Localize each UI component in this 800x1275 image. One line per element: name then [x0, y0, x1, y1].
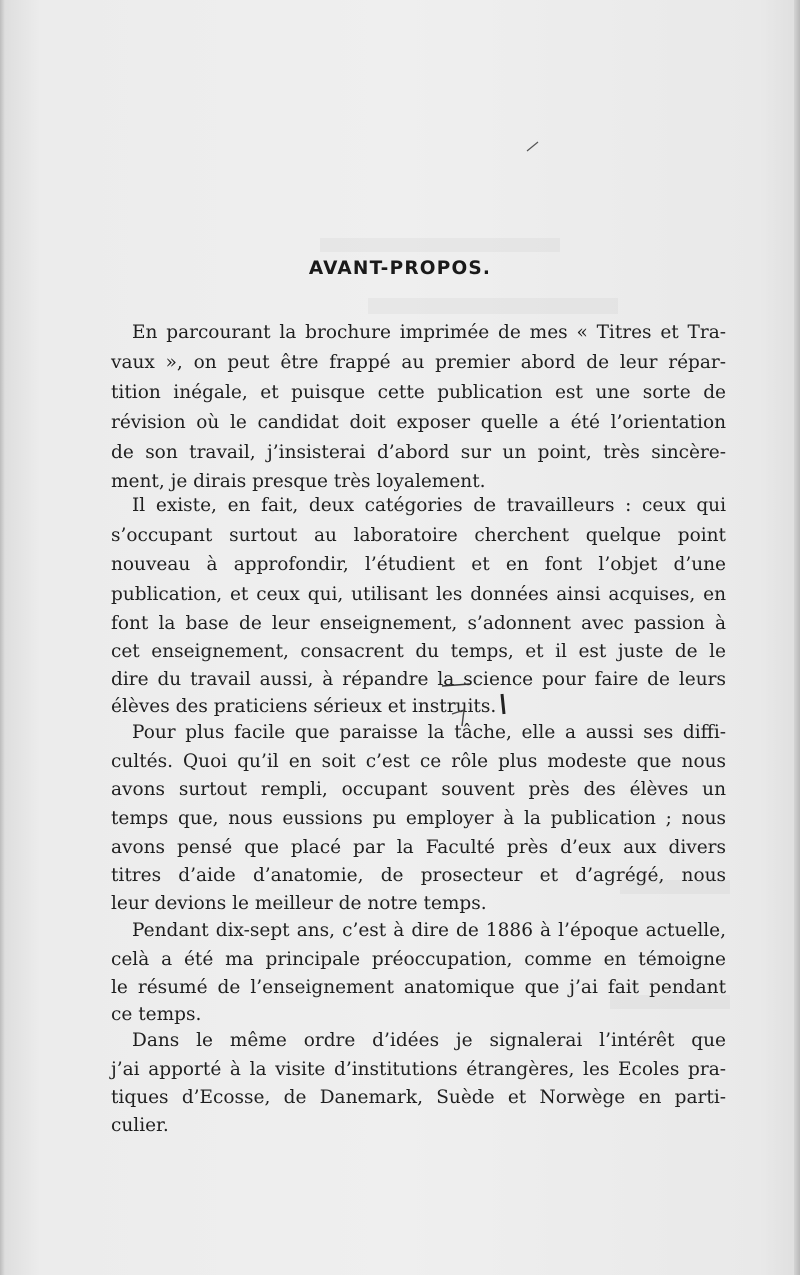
- stray-pen-mark: [526, 140, 540, 152]
- text-line: s’occupant surtout au laboratoire cherchent quelque point: [111, 525, 726, 546]
- text-line: cultés. Quoi qu’il en soit c’est ce rôle plus modeste que nous: [111, 751, 726, 772]
- text-line: culier.: [111, 1115, 169, 1136]
- text-line: ment, je dirais presque très loyalement.: [111, 471, 486, 492]
- text-line: publication, et ceux qui, utilisant les données ainsi acquises, en: [111, 584, 726, 605]
- text-line: celà a été ma principale préoccupation, comme en témoigne: [111, 949, 726, 970]
- text-line: Pendant dix-sept ans, c’est à dire de 1886 à l’époque actuelle,: [132, 920, 726, 941]
- text-line: font la base de leur enseignement, s’adonnent avec passion à: [111, 613, 726, 634]
- text-line: élèves des praticiens sérieux et instruits.: [111, 696, 497, 717]
- text-line: Pour plus facile que paraisse la tâche, elle a aussi ses diffi-: [132, 722, 726, 743]
- text-line: j’ai apporté à la visite d’institutions étrangères, les Ecoles pra-: [111, 1059, 726, 1080]
- text-line: vaux », on peut être frappé au premier abord de leur répar-: [111, 352, 726, 373]
- text-line: titres d’aide d’anatomie, de prosecteur et d’agrégé, nous: [111, 865, 726, 886]
- text-line: tition inégale, et puisque cette publication est une sorte de: [111, 382, 726, 403]
- page-title: AVANT-PROPOS.: [308, 258, 492, 279]
- text-line: tiques d’Ecosse, de Danemark, Suède et Norwège en parti-: [111, 1087, 726, 1108]
- ink-blot-mark: [440, 680, 510, 730]
- text-line: nouveau à approfondir, l’étudient et en font l’objet d’une: [111, 554, 726, 575]
- text-line: avons surtout rempli, occupant souvent près des élèves un: [111, 779, 726, 800]
- text-line: le résumé de l’enseignement anatomique que j’ai fait pendant: [111, 977, 726, 998]
- text-line: cet enseignement, consacrent du temps, et il est juste de le: [111, 641, 726, 662]
- text-line: ce temps.: [111, 1004, 202, 1025]
- text-line: de son travail, j’insisterai d’abord sur un point, très sincère-: [111, 442, 726, 463]
- text-line: révision où le candidat doit exposer quelle a été l’orientation: [111, 412, 726, 433]
- text-line: avons pensé que placé par la Faculté près d’eux aux divers: [111, 837, 726, 858]
- text-line: dire du travail aussi, à répandre la science pour faire de leurs: [111, 669, 726, 690]
- text-line: Dans le même ordre d’idées je signalerai l’intérêt que: [132, 1030, 726, 1051]
- text-line: Il existe, en fait, deux catégories de travailleurs : ceux qui: [132, 495, 726, 516]
- text-line: leur devions le meilleur de notre temps.: [111, 893, 487, 914]
- text-line: En parcourant la brochure imprimée de mes « Titres et Tra-: [132, 322, 726, 343]
- text-line: temps que, nous eussions pu employer à la publication ; nous: [111, 808, 726, 829]
